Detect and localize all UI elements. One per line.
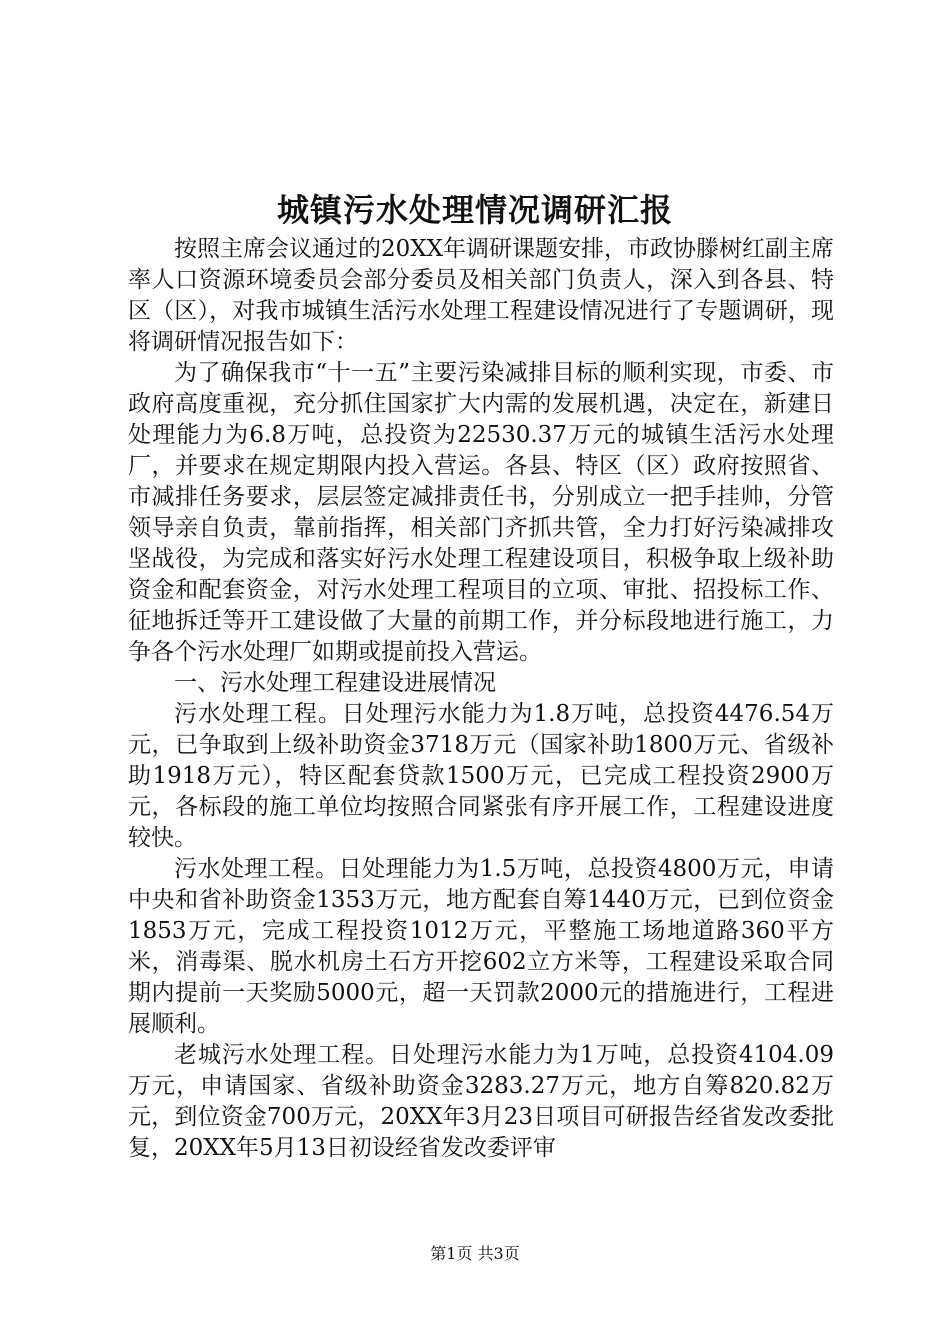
document-body	[128, 234, 834, 1164]
document-title: 城镇污水处理情况调研汇报	[276, 191, 673, 229]
project-paragraph-1: 污水处理工程。日处理污水能力为1.8万吨，总投资4476.54万元，已争取到上级补助资金3718万元（国家补助1800万元、省级补助1918万元），特区配套贷款1500万元，已完成工程投资2900万元，各标段的施工单位均按照合同紧张有序开展工作，工程建设进度较快。	[128, 701, 834, 851]
intro-paragraph: 按照主席会议通过的20XX年调研课题安排，市政协滕树红副主席率人口资源环境委员会部分委员及相关部门负责人，深入到各县、特区（区），对我市城镇生活污水处理工程建设情况进行了专题调研，现将调研情况报告如下：	[128, 236, 835, 355]
project-paragraph-2: 污水处理工程。日处理能力为1.5万吨，总投资4800万元，申请中央和省补助资金1353万元，地方配套自筹1440万元，已到位资金1853万元，完成工程投资1012万元，平整施工场地道路360平方米，消毒渠、脱水机房土石方开挖602立方米等，工程建设采取合同期内提前一天奖励5000元，超一天罚款2000元的措施进行，工程进展顺利。	[128, 856, 834, 1037]
background-paragraph: 为了确保我市“十一五”主要污染减排目标的顺利实现，市委、市政府高度重视，充分抓住国家扩大内需的发展机遇，决定在，新建日处理能力为6.8万吨，总投资为22530.37万元的城镇生活污水处理厂，并要求在规定期限内投入营运。各县、特区（区）政府按照省、市减排任务要求，层层签定减排责任书，分别成立一把手挂帅，分管领导亲自负责，靠前指挥，相关部门齐抓共管，全力打好污染减排攻坚战役，为完成和落实好污水处理工程建设项目，积极争取上级补助资金和配套资金，对污水处理工程项目的立项、审批、招投标工作、征地拆迁等开工建设做了大量的前期工作，并分标段地进行施工，力争各个污水处理厂如期或提前投入营运。	[128, 360, 834, 665]
project-paragraph-3: 老城污水处理工程。日处理污水能力为1万吨，总投资4104.09万元，申请国家、省级补助资金3283.27万元，地方自筹820.82万元，到位资金700万元，20XX年3月23日项目可研报告经省发改委批复，20XX年5月13日初设经省发改委评审	[128, 1042, 834, 1161]
section-heading: 一、污水处理工程建设进展情况	[174, 670, 496, 696]
page-footer: 第1页 共3页	[430, 1244, 520, 1263]
